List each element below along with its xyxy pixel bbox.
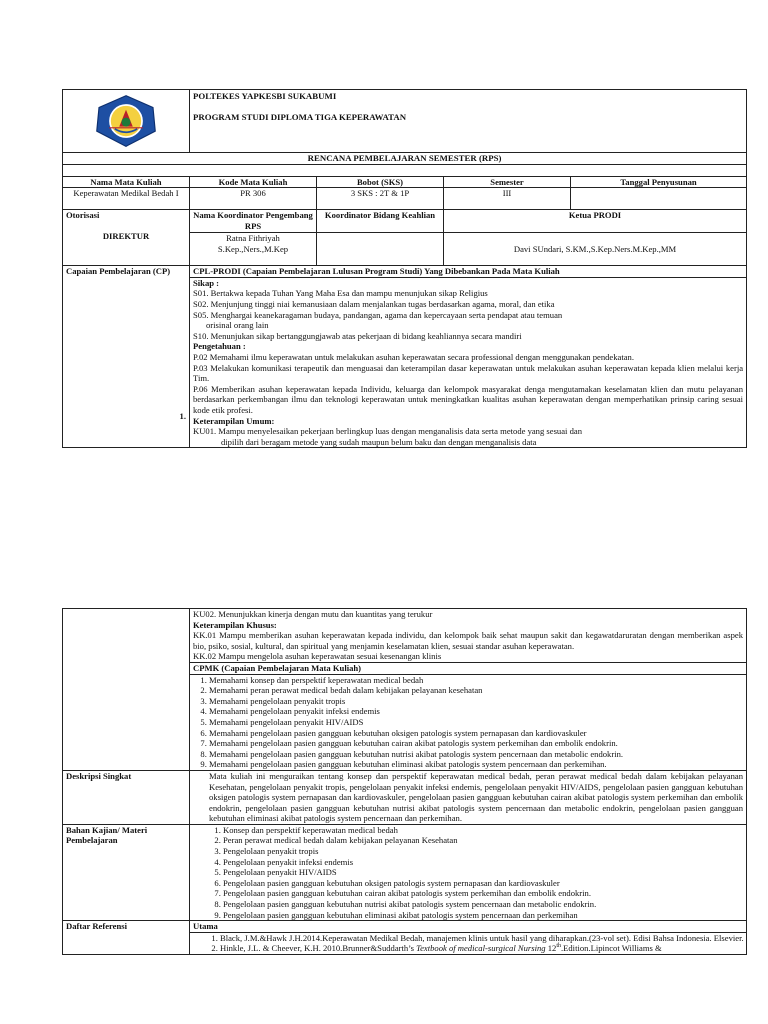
s05: S05. Menghargai keanekaragaman budaya, pandangan, agama dan kepercayaan serta pendapat atau temuan <box>193 309 563 320</box>
cp-label: Capaian Pembelajaran (CP) <box>66 266 171 277</box>
ref2-authors: Hinkle, J.L. & Cheever, K.H. 2010.Brunner&Suddarth’s <box>220 943 417 954</box>
cpmk-title: CPMK (Capaian Pembelajaran Mata Kuliah) <box>193 662 362 673</box>
program-name: PROGRAM STUDI DIPLOMA TIGA KEPERAWATAN <box>193 111 407 122</box>
list-item: 9. Memahami pengelolaan pasien gangguan kebutuhan eliminasi akibat patologis system pencernaan dan perkemihan. <box>209 759 746 770</box>
list-item: 1. Black, J.M.&Hawk J.H.2014.Keperawatan Medikal Bedah, manajemen klinis untuk hasil yang diharapkan.(23-vol set). Edisi Bahsa Indonesia. Elsevier. <box>220 933 746 944</box>
head-of-program-name: Davi SUndari, S.KM.,S.Kep.Ners.M.Kep.,MM <box>444 233 747 266</box>
document-title: RENCANA PEMBELAJARAN SEMESTER (RPS) <box>63 153 747 165</box>
institution-logo-icon <box>92 94 160 148</box>
rps-table-page-1 <box>62 89 747 448</box>
list-item: 4. Memahami pengelolaan penyakit infeksi endemis <box>209 706 746 717</box>
course-weight: 3 SKS : 2T & 1P <box>317 188 444 210</box>
list-item: 6. Memahami pengelolaan pasien gangguan kebutuhan oksigen patologis system pernapasan dan kardiovaskuler <box>209 728 746 739</box>
kk-heading: Keterampilan Khusus: <box>193 619 277 630</box>
authorization-label: Otorisasi <box>66 210 100 221</box>
ref2-title: Textbook of medical-surgical Nursing <box>416 943 546 954</box>
continuation-left-cell <box>63 609 190 663</box>
ku-heading: Keterampilan Umum: <box>193 415 275 426</box>
spacer-row <box>63 164 747 176</box>
bahan-list <box>193 825 743 920</box>
p03: P.03 Melakukan komunikasi terapeutik dan menguasai dan keterampilan dasar keperawatan untuk melakukan asuhan keperawatan kepada klien melalui kerja Tim. <box>193 362 744 384</box>
field-coordinator-cell <box>317 233 444 266</box>
course-code: PR 306 <box>190 188 317 210</box>
ku01-cont: dipilih dari beragam metode yang sudah maupun belum baku dan dengan menganalisis data <box>221 436 537 447</box>
kk02: KK.02 Mampu mengelola asuhan keperawatan sesuai kesenangan klinis <box>193 651 442 662</box>
s02: S02. Menjunjung tinggi niai kemanusiaan dalam menjalankan tugas berdasarkan agama, moral, dan etika <box>193 298 555 309</box>
ref2-edition: 12 <box>545 943 557 954</box>
list-item: 3. Pengelolaan penyakit tropis <box>223 846 743 857</box>
header-coordinator: Nama Koordinator Pengembang RPS <box>193 210 313 231</box>
bahan-label: Bahan Kajian/ Materi Pembelajaran <box>66 824 148 846</box>
kk01: KK.01 Mampu memberikan asuhan keperawatan kepada individu, dan kelompok baik sehat maupun sakit dan kegawatdaruratan dengan memberikan aspek bio, psiko, sosial, kultural, dan spiritual yang menjamin keselamatan klien, sesuai standar asuhan keperawatan. <box>193 630 743 651</box>
list-item: 9. Pengelolaan pasien gangguan kebutuhan eliminasi akibat patologis system pencernaan dan perkemihan <box>223 910 743 921</box>
list-item <box>220 943 746 954</box>
list-item: 5. Memahami pengelolaan penyakit HIV/AIDS <box>209 717 746 728</box>
cpmk-left-cell <box>63 662 190 770</box>
director-label: DIREKTUR <box>102 230 150 241</box>
list-item: 3. Memahami pengelolaan penyakit tropis <box>209 696 746 707</box>
referensi-list <box>190 933 746 954</box>
deskripsi-text: Mata kuliah ini menguraikan tentang konsep dan perspektif keperawatan medical bedah, peran perawat medical bedah dalam kebijakan pelayanan Kesehatan, pengelolaan penyakit tropis, pengelolaan penyakit infeksi endemis, pengelolaan penyakit HIV/AIDS, pengelolaan pasien gangguan kebutuhan oksigen patologis system pernapasan dan kardiovaskuler, pengelolaan pasien gangguan kebutuhan cairan akibat patologis system perkemihan dan embolik endokrin, pengelolaan pasien gangguan kebutuhan nutrisi akibat patologis system pencernaan dan metabolic endokrin, pengelolaan pasien gangguan kebutuhan eliminasi akibat patologis system pencernaan dan perkemihan. <box>190 770 747 824</box>
list-item: 8. Memahami pengelolaan pasien gangguan kebutuhan nutrisi akibat patologis system pencernaan dan metabolic endokrin. <box>209 749 746 760</box>
cpl-title: CPL-PRODI (Capaian Pembelajaran Lulusan Program Studi) Yang Dibebankan Pada Mata Kuliah <box>193 266 560 277</box>
list-item: 6. Pengelolaan pasien gangguan kebutuhan oksigen patologis system pernapasan dan kardiovaskuler <box>223 878 743 889</box>
rps-table-page-2 <box>62 608 747 955</box>
course-date <box>571 188 747 210</box>
list-item: 5. Pengelolaan penyakit HIV/AIDS <box>223 867 743 878</box>
header-course-code: Kode Mata Kuliah <box>218 176 288 187</box>
header-weight: Bobot (SKS) <box>356 176 404 187</box>
course-semester: III <box>444 188 571 210</box>
list-item: 2. Peran perawat medical bedah dalam kebijakan pelayanan Kesehatan <box>223 835 743 846</box>
course-name: Keperawatan Medikal Bedah I <box>63 188 190 210</box>
header-field-coordinator: Koordinator Bidang Keahlian <box>324 210 436 221</box>
s10: S10. Menunjukan sikap bertanggungjawab atas pekerjaan di bidang keahliannya secara mandiri <box>193 330 522 341</box>
ref2-sup: th <box>556 943 561 950</box>
institution-name: POLTEKES YAPKESBI SUKABUMI <box>193 91 337 101</box>
header-date: Tanggal Penyusunan <box>620 176 697 187</box>
coordinator-name: Ratna Fithriyah <box>226 233 280 244</box>
referensi-label: Daftar Referensi <box>66 921 128 932</box>
coordinator-title: S.Kep.,Ners.,M.Kep <box>217 243 289 254</box>
cp-number: 1. <box>179 410 186 421</box>
list-item: 2. Memahami peran perawat medical bedah dalam kebijakan pelayanan kesehatan <box>209 685 746 696</box>
ku02: KU02. Menunjukkan kinerja dengan mutu dan kuantitas yang terukur <box>193 609 433 619</box>
p06: P.06 Memberikan asuhan keperawatan kepada Individu, keluarga dan kelompok masyarakat denga mengutamakan keselamatan klien dan mutu pelayanan berdasarkan perkembangan ilmu dan teknologi keperawatan untuk meningkatkan kualitas asuhan keperawatan dengan memperhatikan prinsip caring sesuai kode etik profesi. <box>193 383 744 415</box>
header-head-of-program: Ketua PRODI <box>568 210 622 221</box>
list-item: 7. Memahami pengelolaan pasien gangguan kebutuhan cairan akibat patologis system perkemihan dan embolik endokrin. <box>209 738 746 749</box>
s05-cont: orisinal orang lain <box>206 320 269 331</box>
pengetahuan-heading: Pengetahuan : <box>193 341 246 352</box>
cpmk-list <box>190 675 746 770</box>
p02: P.02 Memahami ilmu keperawatan untuk melakukan asuhan keperawatan secara professional dengan menggunakan pendekatan. <box>193 351 634 362</box>
sikap-heading: Sikap : <box>193 277 220 288</box>
list-item: 4. Pengelolaan penyakit infeksi endemis <box>223 857 743 868</box>
s01: S01. Bertakwa kepada Tuhan Yang Maha Esa dan mampu menunjukan sikap Religius <box>193 288 488 299</box>
list-item: 7. Pengelolaan pasien gangguan kebutuhan cairan akibat patologis system perkemihan dan embolik endokrin. <box>223 888 743 899</box>
logo-cell <box>63 90 190 153</box>
referensi-utama: Utama <box>193 921 218 932</box>
list-item: 8. Pengelolaan pasien gangguan kebutuhan nutrisi akibat patologis system pencernaan dan metabolic endokrin. <box>223 899 743 910</box>
list-item: 1. Memahami konsep dan perspektif keperawatan medical bedah <box>209 675 746 686</box>
coordinator-cell <box>190 233 317 266</box>
deskripsi-label: Deskripsi Singkat <box>66 770 132 781</box>
ku01: KU01. Mampu menyelesaikan pekerjaan berlingkup luas dengan menganalisis data serta metode yang sesuai dan <box>193 426 582 437</box>
header-semester: Semester <box>490 176 524 187</box>
ref2-publisher: .Edition.Lipincot Williams & <box>560 943 662 954</box>
list-item: 1. Konsep dan perspektif keperawatan medical bedah <box>223 825 743 836</box>
header-course-name: Nama Mata Kuliah <box>90 176 162 187</box>
